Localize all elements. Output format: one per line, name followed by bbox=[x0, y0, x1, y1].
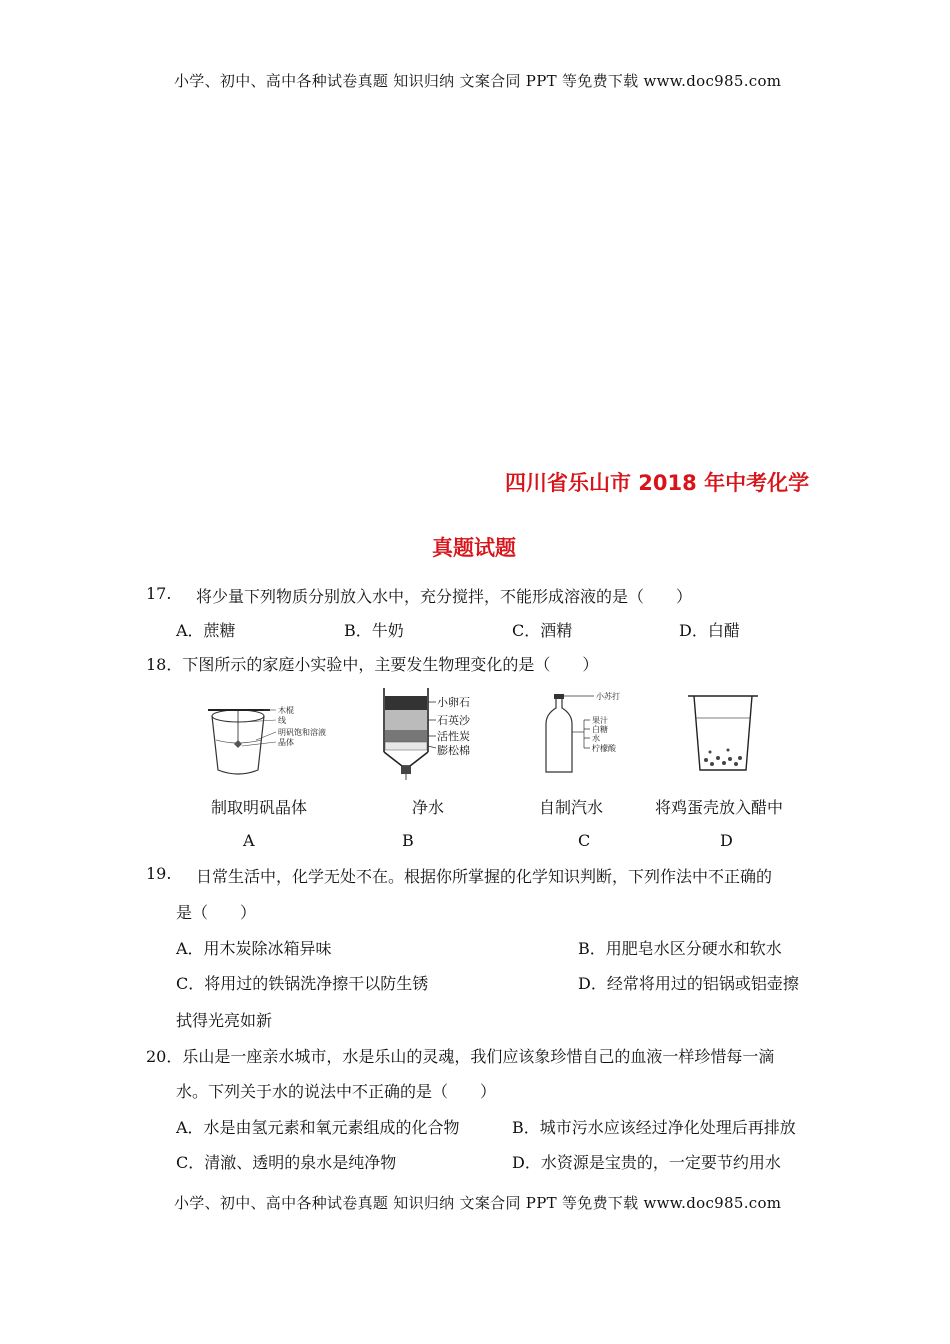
figure-d-letter: D bbox=[720, 831, 733, 850]
figure-a-label-4: 晶体 bbox=[278, 738, 294, 747]
figure-a-letter: A bbox=[243, 831, 255, 850]
q20-option-a: A．水是由氢元素和氧元素组成的化合物 bbox=[176, 1118, 460, 1137]
page-header: 小学、初中、高中各种试卷真题 知识归纳 文案合同 PPT 等免费下载 www.doc985.com bbox=[174, 72, 782, 90]
q19-stem-line-1: 日常生活中，化学无处不在。根据你所掌握的化学知识判断，下列作法中不正确的 bbox=[196, 867, 773, 886]
q17-stem: 将少量下列物质分别放入水中，充分搅拌，不能形成溶液的是（ ） bbox=[196, 587, 693, 606]
q19-stem-line-2: 是（ ） bbox=[176, 903, 257, 922]
figure-a-label-1: 木棍 bbox=[278, 706, 294, 715]
q18-stem: 18．下图所示的家庭小实验中，主要发生物理变化的是（ ） bbox=[146, 655, 599, 674]
figure-b-label-3: 活性炭 bbox=[437, 730, 470, 743]
figure-a-label-3: 明矾饱和溶液 bbox=[278, 728, 326, 737]
figure-c-label-3: 白糖 bbox=[592, 725, 608, 734]
figure-homemade-soda bbox=[538, 690, 648, 780]
figure-c-label-1: 小苏打 bbox=[596, 692, 620, 701]
title-line-1: 四川省乐山市 2018 年中考化学 bbox=[505, 471, 810, 495]
figure-d-caption: 将鸡蛋壳放入醋中 bbox=[655, 798, 784, 817]
figure-b-label-4: 膨松棉 bbox=[437, 744, 470, 757]
q20-option-c: C．清澈、透明的泉水是纯净物 bbox=[176, 1153, 397, 1172]
figure-alum-crystal bbox=[204, 700, 334, 780]
q19-option-c: C．将用过的铁锅洗净擦干以防生锈 bbox=[176, 974, 429, 993]
q17-option-b: B．牛奶 bbox=[344, 621, 404, 640]
figure-water-filter bbox=[376, 686, 486, 786]
q20-option-d: D．水资源是宝贵的，一定要节约用水 bbox=[512, 1153, 781, 1172]
page-footer: 小学、初中、高中各种试卷真题 知识归纳 文案合同 PPT 等免费下载 www.doc985.com bbox=[174, 1194, 782, 1212]
q19-option-d-cont: 拭得光亮如新 bbox=[176, 1011, 273, 1030]
figure-a-label-2: 线 bbox=[278, 716, 286, 725]
q17-option-d: D．白醋 bbox=[679, 621, 740, 640]
q19-option-d: D．经常将用过的铝锅或铝壶擦 bbox=[578, 974, 799, 993]
figure-eggshell-vinegar bbox=[684, 690, 774, 780]
figure-a-caption: 制取明矾晶体 bbox=[211, 798, 308, 817]
q17-number: 17. bbox=[146, 584, 172, 603]
q19-option-a: A．用木炭除冰箱异味 bbox=[176, 939, 332, 958]
figure-c-letter: C bbox=[578, 831, 591, 850]
q20-option-b: B．城市污水应该经过净化处理后再排放 bbox=[512, 1118, 796, 1137]
q17-option-a: A．蔗糖 bbox=[176, 621, 236, 640]
figure-b-caption: 净水 bbox=[412, 798, 445, 817]
figure-b-label-1: 小卵石 bbox=[437, 696, 470, 709]
q20-stem-line-2: 水。下列关于水的说法中不正确的是（ ） bbox=[176, 1082, 497, 1101]
figure-b-letter: B bbox=[402, 831, 414, 850]
figure-c-label-4: 水 bbox=[592, 734, 600, 743]
q20-stem-line-1: 20．乐山是一座亲水城市，水是乐山的灵魂，我们应该象珍惜自己的血液一样珍惜每一滴 bbox=[146, 1047, 775, 1066]
q19-number: 19. bbox=[146, 864, 172, 883]
figure-c-label-5: 柠檬酸 bbox=[592, 744, 616, 753]
q17-option-c: C．酒精 bbox=[512, 621, 573, 640]
title-line-2: 真题试题 bbox=[432, 536, 516, 560]
figure-c-caption: 自制汽水 bbox=[539, 798, 604, 817]
figure-b-label-2: 石英沙 bbox=[437, 714, 470, 727]
figure-c-label-2: 果汁 bbox=[592, 716, 608, 725]
q19-option-b: B．用肥皂水区分硬水和软水 bbox=[578, 939, 782, 958]
